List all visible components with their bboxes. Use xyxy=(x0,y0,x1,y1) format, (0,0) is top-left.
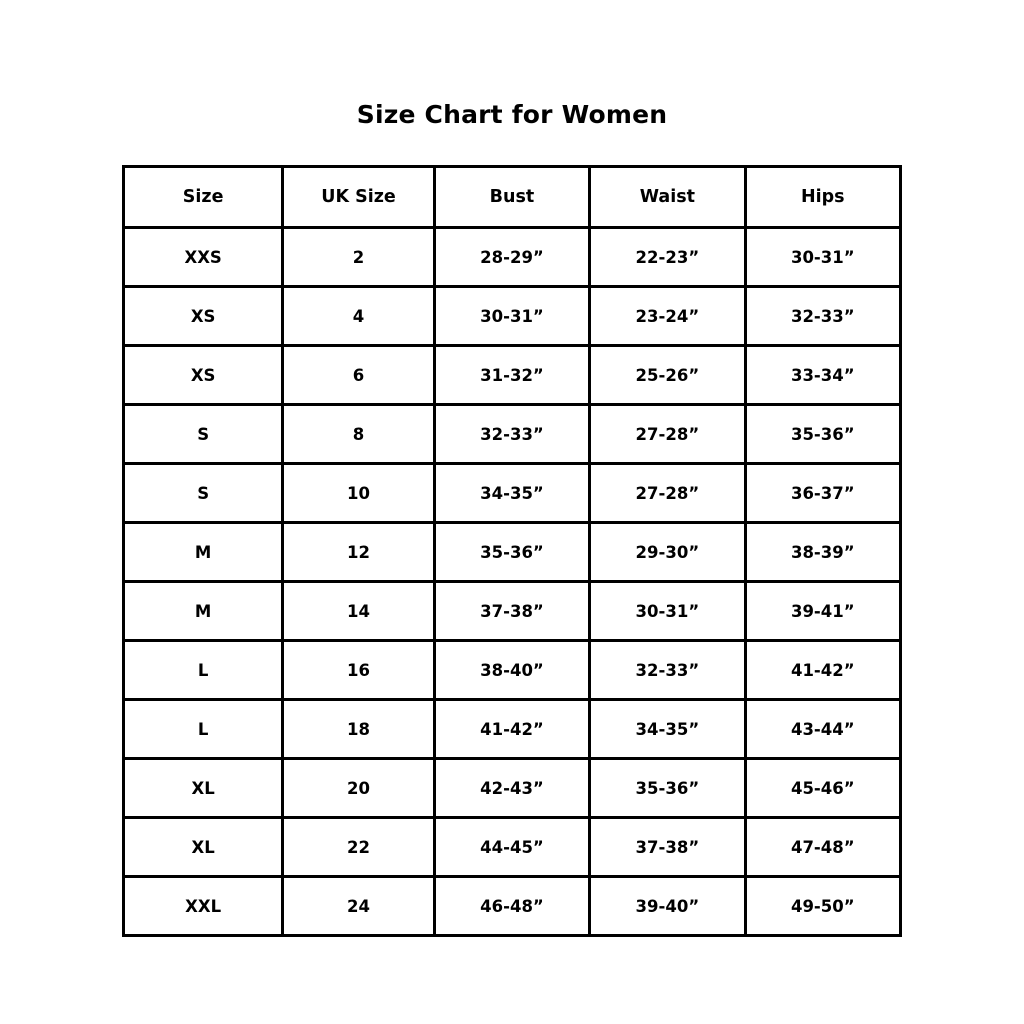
table-row xyxy=(124,818,901,877)
cell-waist: 29-30” xyxy=(590,523,745,582)
cell-size: L xyxy=(124,700,283,759)
cell-bust: 35-36” xyxy=(434,523,589,582)
table-row xyxy=(124,464,901,523)
cell-hips: 32-33” xyxy=(745,287,900,346)
cell-hips: 43-44” xyxy=(745,700,900,759)
cell-bust: 31-32” xyxy=(434,346,589,405)
cell-uk-size: 22 xyxy=(283,818,435,877)
table-row xyxy=(124,405,901,464)
cell-bust: 32-33” xyxy=(434,405,589,464)
cell-waist: 37-38” xyxy=(590,818,745,877)
column-header-waist: Waist xyxy=(590,167,745,228)
cell-size: M xyxy=(124,582,283,641)
cell-uk-size: 16 xyxy=(283,641,435,700)
cell-size: L xyxy=(124,641,283,700)
cell-hips: 49-50” xyxy=(745,877,900,936)
cell-hips: 39-41” xyxy=(745,582,900,641)
cell-bust: 41-42” xyxy=(434,700,589,759)
size-chart-table-wrapper xyxy=(122,165,902,937)
column-header-size: Size xyxy=(124,167,283,228)
table-body xyxy=(124,228,901,936)
table-row xyxy=(124,228,901,287)
table-header xyxy=(124,167,901,228)
cell-size: XS xyxy=(124,346,283,405)
cell-size: S xyxy=(124,405,283,464)
cell-size: S xyxy=(124,464,283,523)
cell-bust: 38-40” xyxy=(434,641,589,700)
cell-waist: 23-24” xyxy=(590,287,745,346)
cell-bust: 46-48” xyxy=(434,877,589,936)
table-row xyxy=(124,641,901,700)
cell-uk-size: 12 xyxy=(283,523,435,582)
table-row xyxy=(124,582,901,641)
cell-size: M xyxy=(124,523,283,582)
cell-bust: 28-29” xyxy=(434,228,589,287)
cell-waist: 27-28” xyxy=(590,405,745,464)
cell-waist: 32-33” xyxy=(590,641,745,700)
cell-uk-size: 8 xyxy=(283,405,435,464)
cell-uk-size: 4 xyxy=(283,287,435,346)
cell-hips: 33-34” xyxy=(745,346,900,405)
cell-waist: 22-23” xyxy=(590,228,745,287)
cell-hips: 47-48” xyxy=(745,818,900,877)
cell-hips: 45-46” xyxy=(745,759,900,818)
cell-uk-size: 14 xyxy=(283,582,435,641)
cell-size: XXS xyxy=(124,228,283,287)
cell-waist: 27-28” xyxy=(590,464,745,523)
table-row xyxy=(124,877,901,936)
column-header-bust: Bust xyxy=(434,167,589,228)
cell-hips: 36-37” xyxy=(745,464,900,523)
cell-waist: 30-31” xyxy=(590,582,745,641)
table-row xyxy=(124,287,901,346)
cell-waist: 39-40” xyxy=(590,877,745,936)
cell-waist: 25-26” xyxy=(590,346,745,405)
cell-hips: 41-42” xyxy=(745,641,900,700)
cell-size: XL xyxy=(124,759,283,818)
cell-uk-size: 2 xyxy=(283,228,435,287)
table-row xyxy=(124,346,901,405)
cell-bust: 42-43” xyxy=(434,759,589,818)
cell-bust: 37-38” xyxy=(434,582,589,641)
page-title: Size Chart for Women xyxy=(356,100,668,129)
table-header-row xyxy=(124,167,901,228)
cell-uk-size: 10 xyxy=(283,464,435,523)
cell-size: XXL xyxy=(124,877,283,936)
cell-waist: 35-36” xyxy=(590,759,745,818)
cell-size: XL xyxy=(124,818,283,877)
size-chart-table xyxy=(122,165,902,937)
column-header-uk-size: UK Size xyxy=(283,167,435,228)
table-row xyxy=(124,759,901,818)
cell-hips: 30-31” xyxy=(745,228,900,287)
cell-uk-size: 6 xyxy=(283,346,435,405)
cell-bust: 34-35” xyxy=(434,464,589,523)
cell-uk-size: 20 xyxy=(283,759,435,818)
column-header-hips: Hips xyxy=(745,167,900,228)
cell-bust: 44-45” xyxy=(434,818,589,877)
table-row xyxy=(124,523,901,582)
cell-waist: 34-35” xyxy=(590,700,745,759)
cell-hips: 35-36” xyxy=(745,405,900,464)
cell-size: XS xyxy=(124,287,283,346)
cell-uk-size: 18 xyxy=(283,700,435,759)
cell-bust: 30-31” xyxy=(434,287,589,346)
cell-hips: 38-39” xyxy=(745,523,900,582)
cell-uk-size: 24 xyxy=(283,877,435,936)
table-row xyxy=(124,700,901,759)
